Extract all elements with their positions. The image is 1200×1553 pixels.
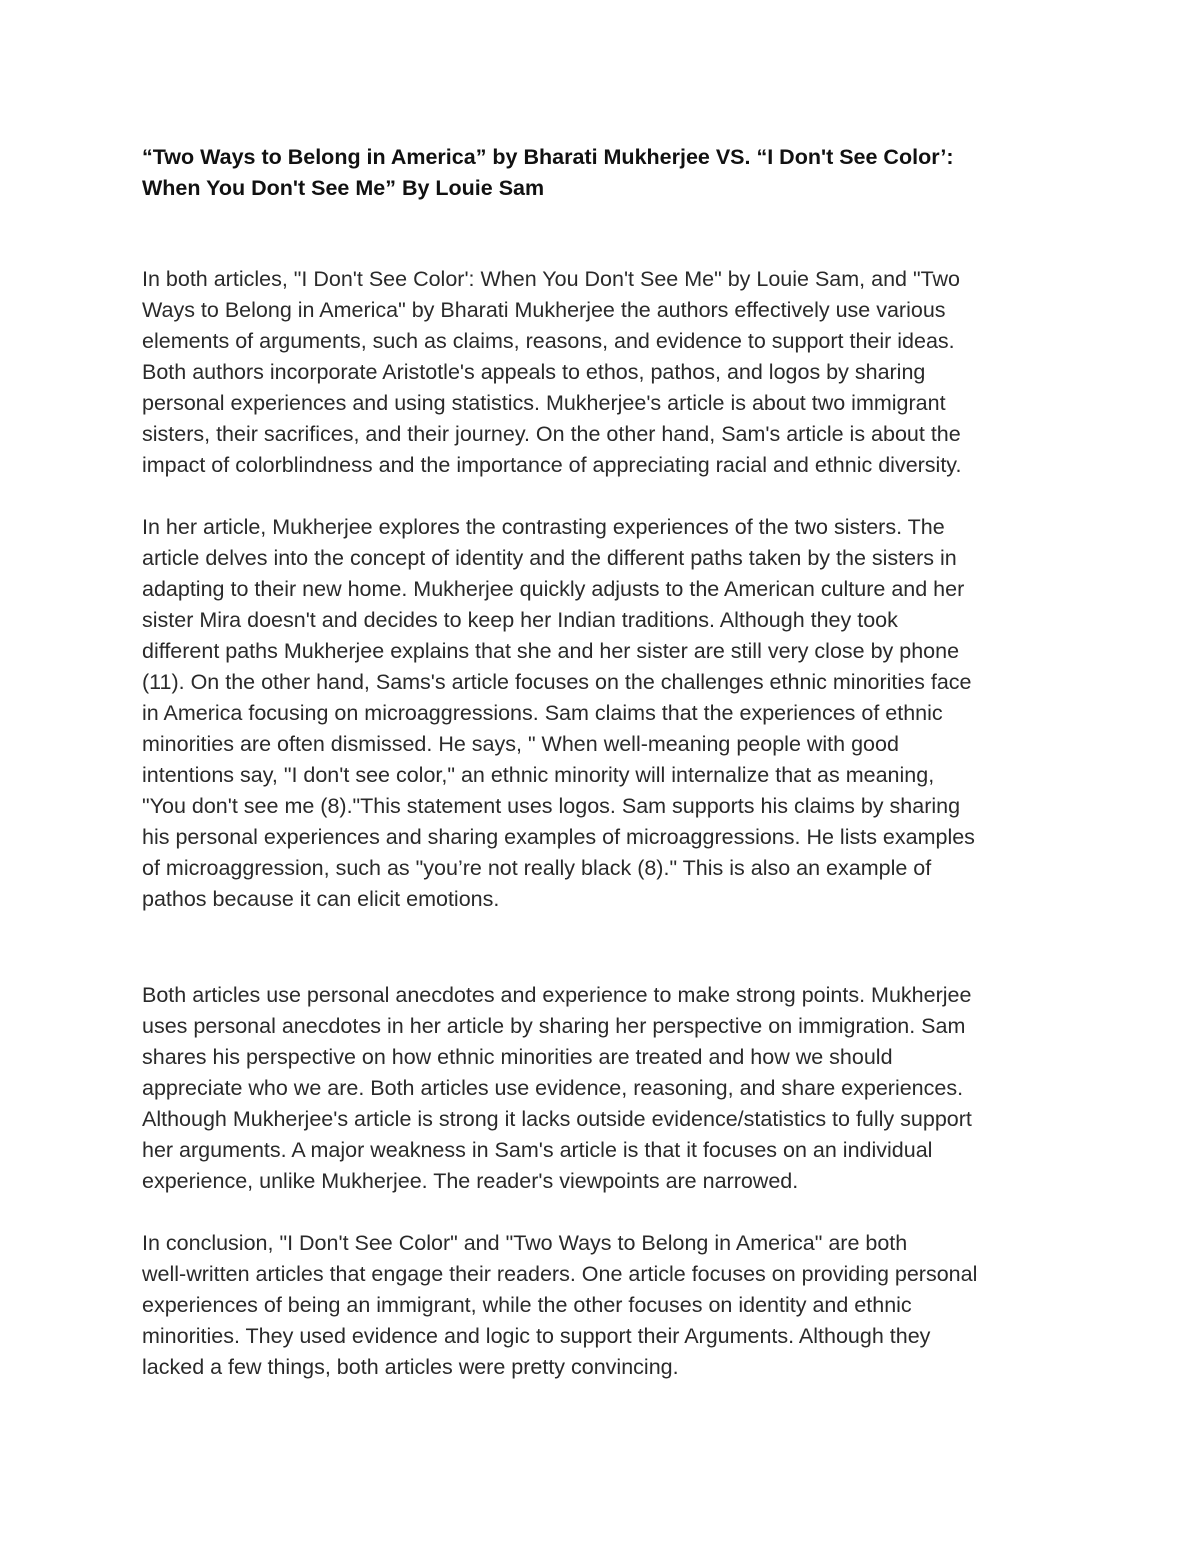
text-line: experiences of being an immigrant, while the other focuses on identity and ethnic [142, 1293, 912, 1317]
text-line: Although Mukherjee's article is strong it lacks outside evidence/statistics to fully support [142, 1107, 972, 1131]
text-line: in America focusing on microaggressions. Sam claims that the experiences of ethnic [142, 701, 943, 725]
text-line: experience, unlike Mukherjee. The reader's viewpoints are narrowed. [142, 1169, 799, 1193]
text-line: impact of colorblindness and the importance of appreciating racial and ethnic diversity. [142, 453, 962, 477]
text-line: (11). On the other hand, Sams's article focuses on the challenges ethnic minorities face [142, 670, 972, 694]
paragraph-conclusion [142, 1228, 1072, 1383]
text-line: "You don't see me (8)."This statement uses logos. Sam supports his claims by sharing [142, 794, 961, 818]
text-line: intentions say, "I don't see color," an ethnic minority will internalize that as meaning, [142, 763, 935, 787]
text-line: In conclusion, "I Don't See Color" and "Two Ways to Belong in America" are both [142, 1231, 908, 1255]
text-line: Both authors incorporate Aristotle's appeals to ethos, pathos, and logos by sharing [142, 360, 926, 384]
text-line: minorities. They used evidence and logic to support their Arguments. Although they [142, 1324, 931, 1348]
text-line: his personal experiences and sharing examples of microaggressions. He lists examples [142, 825, 975, 849]
paragraph-body-2 [142, 980, 1072, 1197]
text-line: shares his perspective on how ethnic minorities are treated and how we should [142, 1045, 893, 1069]
text-line: pathos because it can elicit emotions. [142, 887, 500, 911]
text-line: sister Mira doesn't and decides to keep her Indian traditions. Although they took [142, 608, 898, 632]
text-line: adapting to their new home. Mukherjee quickly adjusts to the American culture and her [142, 577, 965, 601]
text-line: uses personal anecdotes in her article by sharing her perspective on immigration. Sam [142, 1014, 966, 1038]
paragraph-introduction [142, 264, 1072, 481]
text-line: different paths Mukherjee explains that she and her sister are still very close by phone [142, 639, 960, 663]
text-line: personal experiences and using statistics. Mukherjee's article is about two immigrant [142, 391, 946, 415]
text-line: well-written articles that engage their readers. One article focuses on providing personal [142, 1262, 978, 1286]
text-line: In her article, Mukherjee explores the contrasting experiences of the two sisters. The [142, 515, 945, 539]
document-title [142, 142, 1072, 204]
text-line: appreciate who we are. Both articles use evidence, reasoning, and share experiences. [142, 1076, 964, 1100]
text-line: her arguments. A major weakness in Sam's article is that it focuses on an individual [142, 1138, 933, 1162]
text-line: Both articles use personal anecdotes and experience to make strong points. Mukherjee [142, 983, 972, 1007]
text-line: of microaggression, such as "you’re not really black (8)." This is also an example of [142, 856, 932, 880]
title-line: When You Don't See Me” By Louie Sam [142, 176, 545, 200]
paragraph-body-1 [142, 512, 1072, 915]
text-line: article delves into the concept of identity and the different paths taken by the sisters in [142, 546, 957, 570]
title-line: “Two Ways to Belong in America” by Bharati Mukherjee VS. “I Don't See Color’: [142, 145, 954, 169]
text-line: elements of arguments, such as claims, reasons, and evidence to support their ideas. [142, 329, 955, 353]
text-line: lacked a few things, both articles were pretty convincing. [142, 1355, 679, 1379]
text-line: minorities are often dismissed. He says, " When well-meaning people with good [142, 732, 899, 756]
text-line: Ways to Belong in America" by Bharati Mukherjee the authors effectively use various [142, 298, 946, 322]
text-line: In both articles, "I Don't See Color': When You Don't See Me" by Louie Sam, and "Two [142, 267, 961, 291]
text-line: sisters, their sacrifices, and their journey. On the other hand, Sam's article is about the [142, 422, 961, 446]
